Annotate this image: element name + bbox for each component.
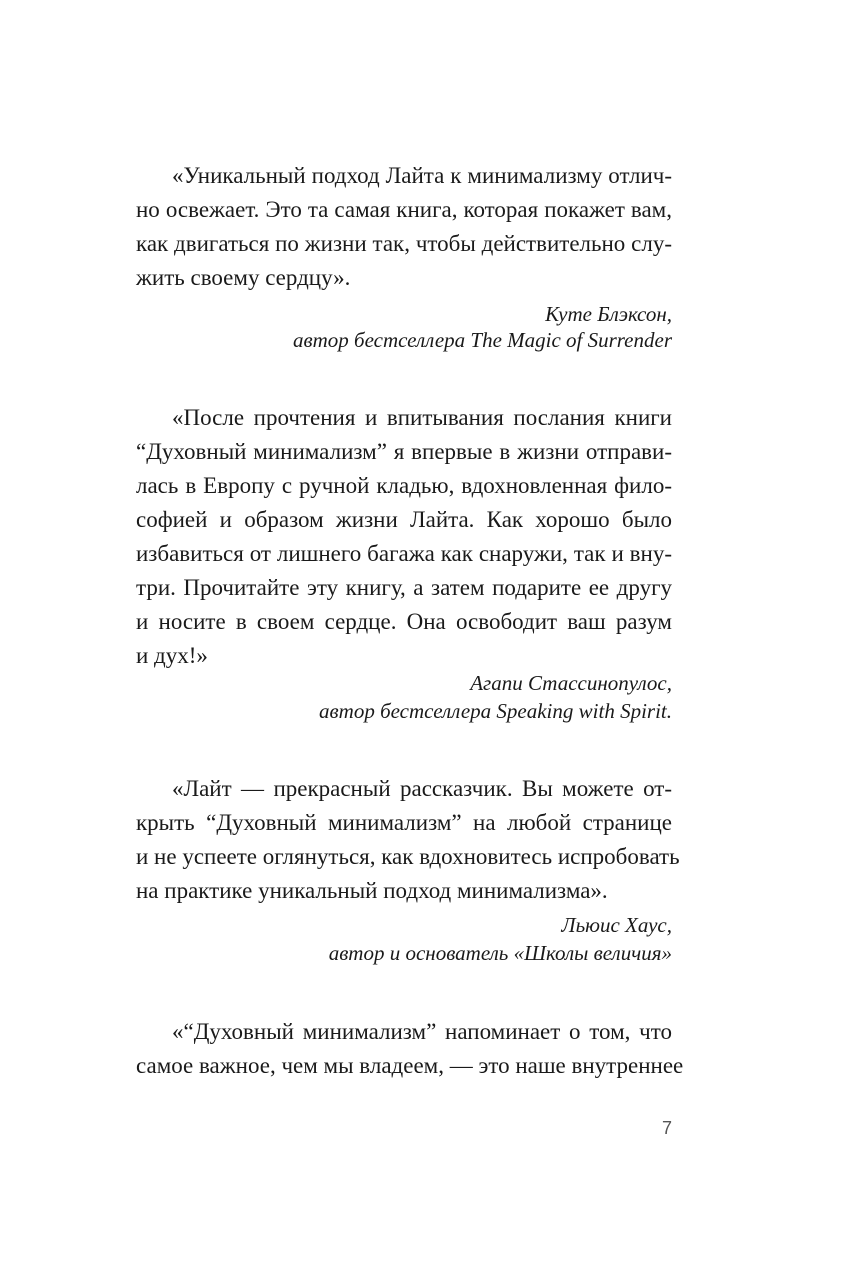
quote-line: самое важное, чем мы владеем, — это наше внутреннее: [136, 1053, 684, 1078]
quote-line: «“Духовный минимализм” напоминает о том, что: [172, 1019, 672, 1044]
quote-line: и носите в своем сердце. Она освободит ваш разум: [136, 609, 672, 634]
quote-line: «Уникальный подход Лайта к минимализму отлич-: [172, 163, 672, 188]
quote-line: лась в Европу с ручной кладью, вдохновленная фило-: [136, 473, 672, 498]
quote-credit: автор и основатель «Школы величия»: [328, 941, 672, 965]
quote-line: софией и образом жизни Лайта. Как хорошо было: [136, 507, 672, 532]
quote-line: «Лайт — прекрасный рассказчик. Вы можете от-: [172, 776, 672, 801]
quote-credit: автор бестселлера The Magic of Surrender: [293, 328, 672, 352]
quote-line: избавиться от лишнего багажа как снаружи, так и вну-: [136, 541, 672, 566]
quote-line: жить своему сердцу».: [136, 265, 351, 290]
quote-line: «После прочтения и впитывания послания книги: [172, 405, 672, 430]
quote-line: “Духовный минимализм” я впервые в жизни отправи-: [136, 439, 672, 464]
quote-line: на практике уникальный подход минимализма».: [136, 878, 608, 903]
quote-credit: автор бестселлера Speaking with Spirit.: [319, 699, 672, 723]
quote-author: Куте Блэксон,: [545, 302, 672, 326]
quote-line: и не успеете оглянуться, как вдохновитесь испробовать: [136, 844, 680, 869]
quote-line: и дух!»: [136, 643, 208, 668]
page-number: 7: [662, 1118, 673, 1138]
quote-line: как двигаться по жизни так, чтобы действительно слу-: [136, 231, 672, 256]
quote-line: крыть “Духовный минимализм” на любой странице: [136, 810, 672, 835]
quote-author: Льюис Хаус,: [561, 913, 672, 937]
quote-line: но освежает. Это та самая книга, которая покажет вам,: [136, 197, 672, 222]
quote-author: Агапи Стассинопулос,: [470, 671, 672, 695]
quote-line: три. Прочитайте эту книгу, а затем подарите ее другу: [136, 575, 672, 600]
